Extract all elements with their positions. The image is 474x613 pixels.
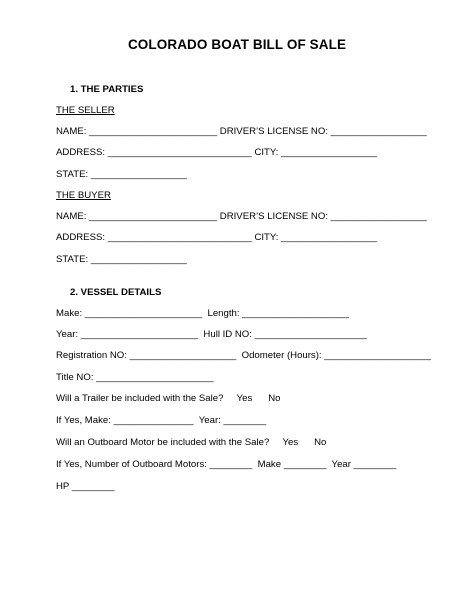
trailer-make-year-line: If Yes, Make: _______________ Year: ________ (56, 415, 267, 426)
outboard-hp-line: HP ________ (56, 481, 115, 492)
seller-address-line: ADDRESS: ___________________________ CITY: __________________ (56, 147, 378, 158)
vessel-registration-odometer-line: Registration NO: ____________________ Odometer (Hours): ____________________ (56, 350, 431, 361)
vessel-year-hull-line: Year: ______________________ Hull ID NO: _____________________ (56, 329, 367, 340)
seller-state-line: STATE: __________________ (56, 169, 187, 180)
seller-label: THE SELLER (56, 105, 115, 116)
buyer-state-line: STATE: __________________ (56, 254, 187, 265)
document-title: COLORADO BOAT BILL OF SALE (127, 37, 347, 52)
buyer-name-line: NAME: ________________________ DRIVER’S LICENSE NO: __________________ (56, 211, 427, 222)
trailer-question-line: Will a Trailer be included with the Sale? Yes No (56, 393, 281, 404)
buyer-label: THE BUYER (56, 190, 111, 201)
buyer-address-line: ADDRESS: ___________________________ CITY: __________________ (56, 232, 378, 243)
vessel-title-line: Title NO: ______________________ (56, 372, 214, 383)
section-heading-vessel: 2. VESSEL DETAILS (70, 287, 162, 298)
vessel-make-length-line: Make: ______________________ Length: ____________________ (56, 308, 349, 319)
seller-name-line: NAME: ________________________ DRIVER’S LICENSE NO: __________________ (56, 126, 427, 137)
section-heading-parties: 1. THE PARTIES (70, 84, 144, 95)
outboard-details-line: If Yes, Number of Outboard Motors: ________ Make ________ Year ________ (56, 459, 397, 470)
outboard-question-line: Will an Outboard Motor be included with the Sale? Yes No (56, 437, 327, 448)
